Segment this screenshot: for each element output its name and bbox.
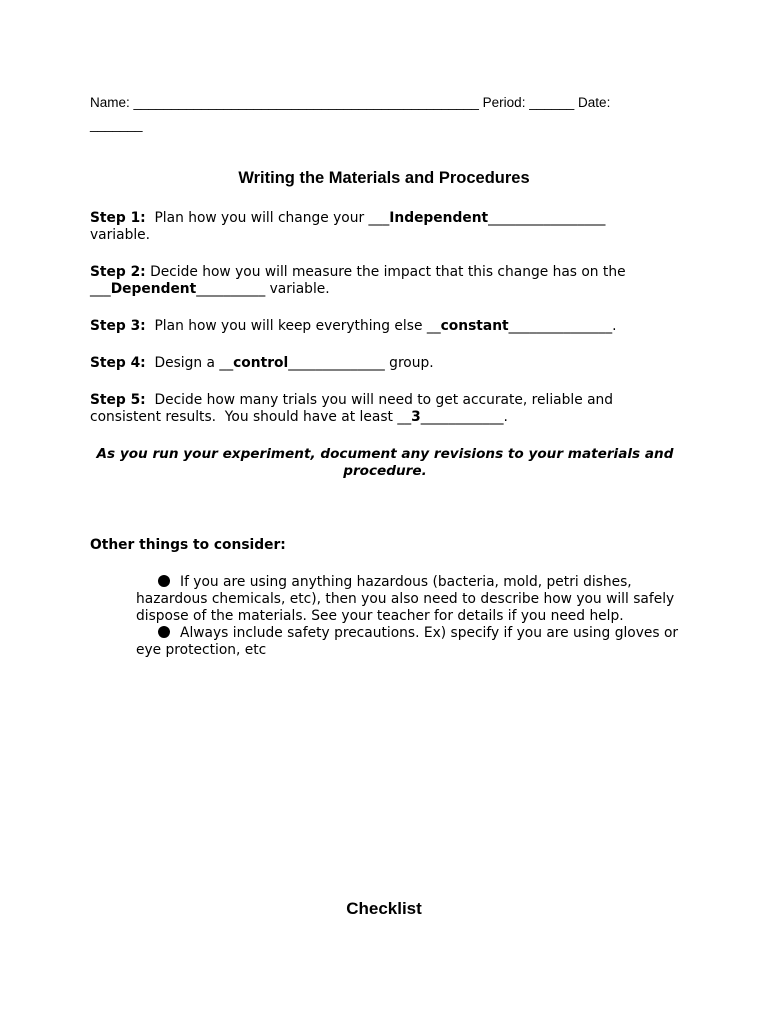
step-3-blank-pre: __ — [426, 318, 441, 334]
bullet-icon — [158, 626, 170, 638]
list-item — [136, 574, 681, 625]
step-5-label: Step 5: — [90, 392, 146, 408]
step-3-text: Plan how you will keep everything else — [145, 318, 427, 334]
step-5-blank-post: ____________ — [420, 409, 504, 425]
step-1-answer: Independent — [389, 210, 489, 226]
name-blank: ______________________________________________ — [133, 95, 479, 110]
step-3-blank-post: _______________ — [508, 318, 613, 334]
period-label: Period: — [482, 95, 526, 110]
considerations-list — [136, 574, 681, 659]
name-label: Name: — [90, 95, 130, 110]
step-4-label: Step 4: — [90, 355, 146, 371]
step-2-blank-pre: ___ — [90, 281, 111, 297]
period-blank: ______ — [529, 95, 575, 110]
other-heading: Other things to consider: — [90, 537, 286, 553]
step-4-text-end: group. — [384, 355, 434, 371]
step-1-text-end: variable. — [90, 227, 151, 243]
page-title: Writing the Materials and Procedures — [238, 169, 530, 187]
step-4-blank-post: ______________ — [288, 355, 385, 371]
step-2-blank-post: __________ — [196, 281, 266, 297]
date-label: Date: — [578, 95, 611, 110]
checklist-heading: Checklist — [346, 899, 422, 918]
student-info-header — [90, 92, 690, 136]
step-2-label: Step 2: — [90, 264, 146, 280]
step-4-blank-pre: __ — [219, 355, 234, 371]
step-3-answer: constant — [440, 318, 509, 334]
date-blank: _______ — [90, 117, 143, 132]
bullet-icon — [158, 575, 170, 587]
step-4 — [90, 355, 650, 372]
step-4-answer: control — [233, 355, 289, 371]
list-item-text: Always include safety precautions. Ex) specify if you are using gloves or eye protection, etc — [136, 625, 679, 658]
step-2 — [90, 264, 650, 298]
step-5-text-end: . — [503, 409, 508, 425]
step-1-text: Plan how you will change your — [145, 210, 369, 226]
step-5-blank-pre: __ — [397, 409, 412, 425]
step-5-text: Decide how many trials you will need to get accurate, reliable and consistent results. You should have at least — [90, 392, 618, 425]
step-1-blank-pre: ___ — [368, 210, 390, 226]
step-3-text-end: . — [612, 318, 617, 334]
step-3 — [90, 318, 650, 335]
step-3-label: Step 3: — [90, 318, 146, 334]
step-2-text-end: variable. — [265, 281, 330, 297]
step-1-blank-post: _________________ — [488, 210, 606, 226]
list-item-text: If you are using anything hazardous (bacteria, mold, petri dishes, hazardous chemicals, etc), then you also need to describe how you will safely dispose of the materials. See your teacher for details if you need help. — [136, 574, 675, 624]
revision-note: As you run your experiment, document any revisions to your materials and procedure. — [96, 446, 674, 479]
list-item — [136, 625, 681, 659]
step-4-text: Design a — [145, 355, 220, 371]
step-1-label: Step 1: — [90, 210, 146, 226]
step-2-answer: Dependent — [110, 281, 197, 297]
step-1 — [90, 210, 650, 244]
step-5-answer: 3 — [411, 409, 421, 425]
step-5 — [90, 392, 630, 426]
step-2-text: Decide how you will measure the impact that this change has on the — [145, 264, 626, 280]
